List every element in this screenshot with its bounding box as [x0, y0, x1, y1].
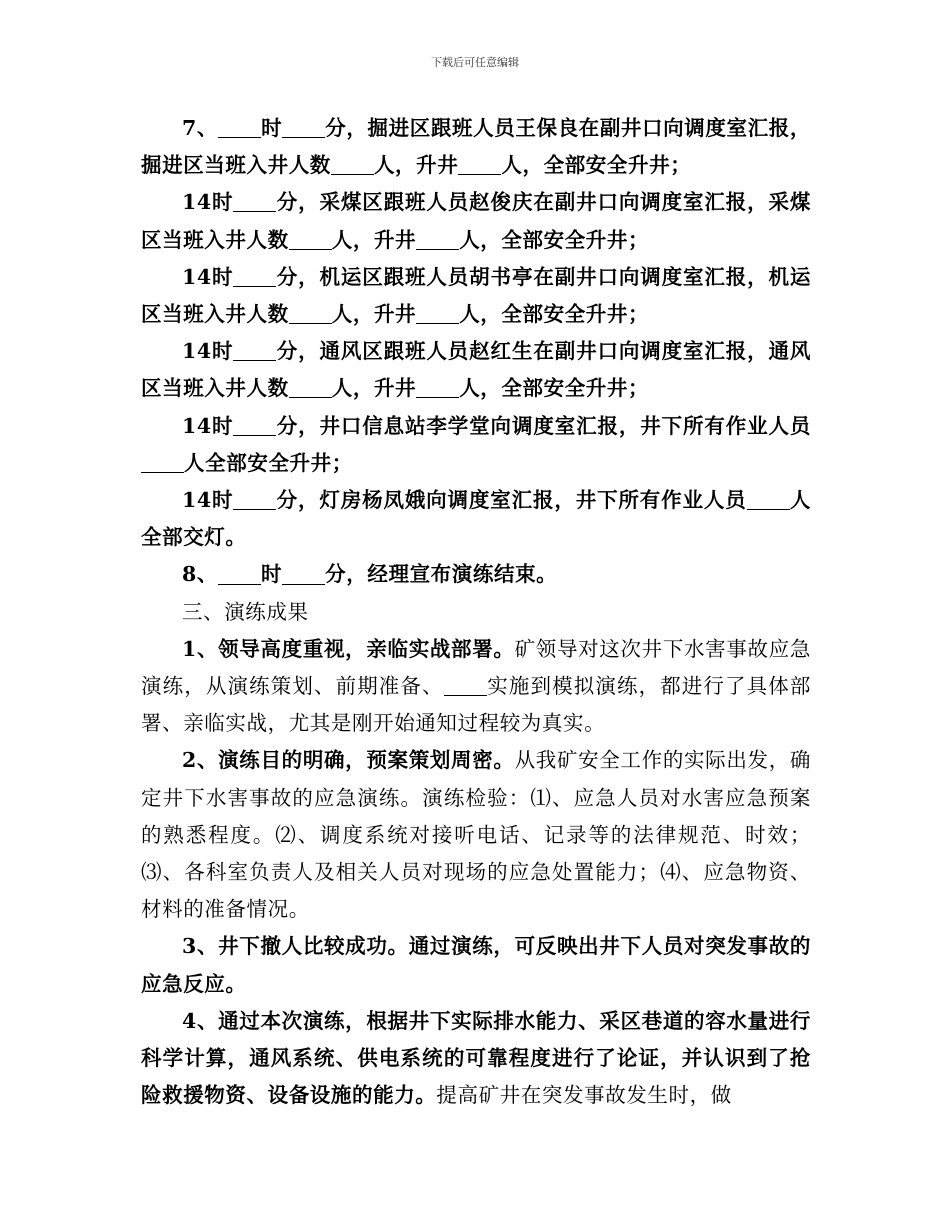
text-run: 分，通风区跟班人员赵红生在副井口向调度室汇报，通风区当班入井人数 [141, 339, 812, 401]
text-run: 14时 [182, 264, 234, 289]
text-run: 人，全部安全升井； [501, 153, 692, 178]
text-run: 分，井口信息站李学堂向调度室汇报，井下所有作业人员 [276, 413, 812, 438]
fill-in-blank [282, 563, 325, 585]
paragraph [141, 742, 811, 928]
paragraph [141, 184, 811, 258]
text-run: 14时 [182, 190, 234, 215]
text-run: 人，升井 [331, 227, 417, 252]
fill-in-blank [416, 228, 459, 250]
text-run: 分，灯房杨凤娥向调度室汇报，井下所有作业人员 [276, 488, 747, 513]
text-run: 人，全部安全升井； [459, 227, 650, 252]
text-run: 分，经理宣布演练结束。 [325, 562, 558, 587]
text-run: 7、 [182, 116, 219, 140]
text-run: 人，全部安全升井； [459, 302, 650, 327]
fill-in-blank [458, 154, 501, 176]
text-run: 实施到模拟演练，都进行了具体部署、亲临实战，尤其是刚开始通知过程较为真实。 [141, 674, 812, 736]
paragraph [141, 928, 811, 1002]
fill-in-blank [233, 265, 276, 287]
text-run: 14时 [182, 488, 234, 513]
fill-in-blank [331, 154, 374, 176]
text-run: 人全部交灯。 [141, 488, 812, 550]
text-run: 矿领导对这次井下水害事故应急演练，从演练策划、前期准备、 [141, 636, 811, 699]
fill-in-blank [233, 340, 276, 362]
paragraph [141, 408, 811, 482]
fill-in-blank [282, 117, 325, 139]
text-run: 14时 [182, 339, 234, 364]
fill-in-blank [141, 451, 184, 473]
fill-in-blank [416, 303, 459, 325]
text-run: 3、井下撤人比较成功。通过演练，可反映出井下人员对突发事故的应急反应。 [141, 934, 811, 996]
paragraph [141, 110, 811, 184]
paragraph [141, 631, 811, 743]
text-run: 14时 [182, 413, 234, 438]
paragraph [141, 594, 811, 631]
text-run: 分，掘进区跟班人员王保良在副井口向调度室汇报，掘进区当班入井人数 [141, 116, 811, 178]
fill-in-blank [289, 228, 332, 250]
fill-in-blank [416, 377, 459, 399]
fill-in-blank [218, 563, 261, 585]
text-run: 分，采煤区跟班人员赵俊庆在副井口向调度室汇报，采煤区当班入井人数 [141, 190, 812, 252]
fill-in-blank [444, 675, 487, 697]
fill-in-blank [233, 414, 276, 436]
fill-in-blank [289, 377, 332, 399]
fill-in-blank [233, 191, 276, 213]
paragraph [141, 482, 811, 556]
fill-in-blank [218, 117, 261, 139]
paragraph [141, 333, 811, 407]
fill-in-blank [289, 303, 332, 325]
text-run: 1、领导高度重视，亲临实战部署。 [182, 636, 515, 661]
document-body [141, 110, 811, 1114]
text-run: 从我矿安全工作的实际出发，确定井下水害事故的应急演练。演练检验：⑴、应急人员对水害应急预案的熟悉程度。⑵、调度系统对接听电话、记录等的法律规范、时效；⑶、各科室负责人及相关人员对现场的应急处置能力；⑷、应急物资、材料的准备情况。 [141, 748, 811, 922]
text-run: 时 [261, 562, 283, 587]
paragraph [141, 1003, 811, 1115]
page-header: 下载后可任意编辑 [431, 56, 519, 69]
text-run: 人全部安全升井； [184, 450, 353, 475]
text-run: 三、演练成果 [182, 599, 309, 624]
text-run: 2、演练目的明确，预案策划周密。 [182, 748, 515, 773]
text-run: 4、通过本次演练，根据井下实际排水能力、采区巷道的容水量进行科学计算，通风系统、供电系统的可靠程度进行了论证，并认识到了抢险救援物资、设备设施的能力。 [141, 1008, 811, 1108]
fill-in-blank [233, 489, 276, 511]
text-run: 提高矿井在突发事故发生时，做 [436, 1083, 732, 1108]
text-run: 人，升井 [331, 302, 417, 327]
text-run: 人，升井 [373, 153, 459, 178]
fill-in-blank [747, 489, 790, 511]
text-run: 时 [261, 116, 283, 140]
text-run: 人，全部安全升井； [459, 376, 650, 401]
paragraph [141, 259, 811, 333]
text-run: 人，升井 [331, 376, 417, 401]
text-run: 8、 [182, 562, 218, 587]
text-run: 分，机运区跟班人员胡书亭在副井口向调度室汇报，机运区当班入井人数 [141, 264, 812, 327]
paragraph [141, 556, 811, 593]
